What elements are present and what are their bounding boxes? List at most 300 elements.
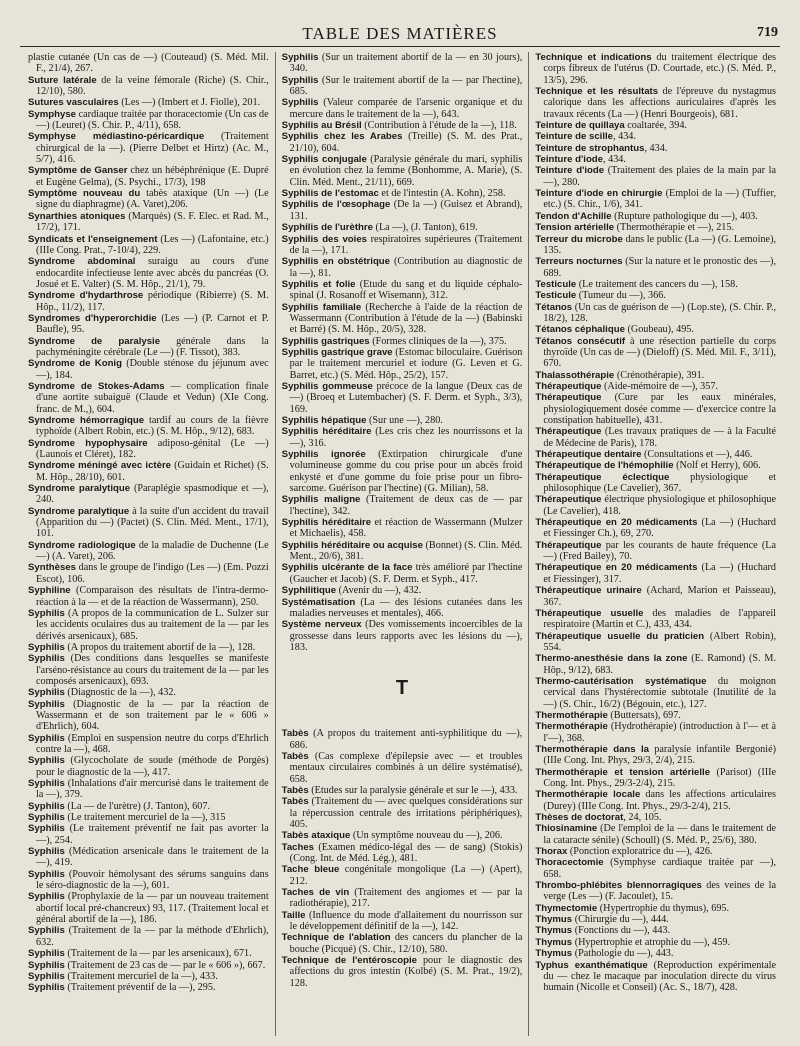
entry-keyword: Syphilis <box>28 891 65 903</box>
entry-text: (Sur un traitement abortif de la — en 30 jours), 340. <box>289 52 523 75</box>
entry-text: (Guidain et Richet) (S. M. Hôp., 28/10), 601. <box>36 460 269 483</box>
entry-keyword: Systématisation <box>281 596 356 608</box>
index-entry <box>282 785 523 796</box>
index-entry <box>28 336 269 359</box>
index-entry <box>535 279 776 290</box>
entry-text: (Pathologie du —), 443. <box>572 948 674 960</box>
index-entry <box>28 823 269 846</box>
index-entry <box>282 585 523 596</box>
entry-text: (Avenir du —), 432. <box>336 585 422 597</box>
index-entry <box>535 154 776 165</box>
entry-keyword: Syphilis hépatique <box>281 415 367 426</box>
entry-keyword: Syphilis <box>28 846 65 858</box>
entry-keyword: Syphilis <box>281 52 319 63</box>
entry-keyword: Syphilis <box>28 698 65 710</box>
index-entry <box>282 234 523 257</box>
entry-text: coaltarée, 394. <box>624 120 687 132</box>
entry-keyword: Syphilis <box>28 982 65 994</box>
entry-keyword: Taches <box>281 841 315 853</box>
entry-text: (Achard, Marion et Paisseau), 367. <box>543 585 777 608</box>
entry-text: (Valeur comparée de l'arsenic organique et du mercure dans le traitement de la —), 643. <box>289 97 523 120</box>
entry-text: (Albert Robin), 554. <box>543 630 777 653</box>
index-entry <box>28 75 269 98</box>
index-entry <box>28 562 269 585</box>
entry-keyword: Syphilis <box>28 970 65 982</box>
entry-keyword: Syphilis au Brésil <box>281 120 362 132</box>
entry-keyword: Syphilis héréditaire <box>281 517 372 529</box>
entry-keyword: Syndrome abdominal <box>28 256 136 268</box>
entry-text: (Le traitement préventif ne fait pas avorter la —), 254. <box>36 823 269 846</box>
index-entry <box>535 880 776 903</box>
entry-text: plastie cutanée (Un cas de —) (Couteaud) (S. Méd. Mil. F., 21/4), 267. <box>28 52 269 75</box>
entry-keyword: Symphyse médiastino-péricardique <box>28 131 205 143</box>
entry-keyword: Syphilis gastriques <box>281 335 370 347</box>
index-entry <box>28 982 269 993</box>
index-entry <box>28 313 269 336</box>
entry-text: (A propos de la communication de L. Sulzer sur les accidents oculaires dus au traitement de la — par les dérivés arsenicaux), 685. <box>36 607 269 642</box>
index-entry <box>535 494 776 517</box>
entry-keyword: Tétanos consécutif <box>535 335 626 347</box>
index-column-3 <box>528 52 782 1036</box>
entry-text: (Symphyse cardiaque traitée par —), 658. <box>543 857 777 880</box>
entry-text: tardif au cours de la fièvre typhoïde (Albert Robin, etc.) (S. M. Hôp., 9/12), 683. <box>36 415 269 438</box>
entry-text: (Tumeur du —), 366. <box>576 290 666 302</box>
entry-keyword: Thérapeutique <box>535 426 602 438</box>
entry-text: précoce de la langue (Deux cas de —) (Broeq et Lutembacher) (S. F. Derm. et Syph., 3/3), 169. <box>289 380 523 415</box>
index-entry <box>282 751 523 785</box>
entry-text: (Le traitement mercuriel de la —), 315 <box>64 812 226 824</box>
entry-keyword: Technique et indications <box>535 52 652 63</box>
entry-text: et de l'intestin (A. Kohn), 258. <box>378 188 506 200</box>
index-entry <box>535 676 776 710</box>
entry-text: (Les —) (Imbert et J. Fiolle), 201. <box>118 97 261 109</box>
index-entry <box>28 290 269 313</box>
index-entry <box>535 370 776 381</box>
index-entry <box>282 188 523 199</box>
index-entry <box>535 256 776 279</box>
index-entry <box>535 960 776 994</box>
index-entry <box>28 415 269 438</box>
index-column-2 <box>275 52 529 1036</box>
entry-keyword: Syphilis gommeuse <box>281 380 373 392</box>
index-entry <box>28 699 269 733</box>
entry-text: (Contribution à l'étude de la —), 118. <box>361 120 517 132</box>
index-entry <box>282 426 523 449</box>
index-entry <box>535 903 776 914</box>
entry-keyword: Syphilis héréditaire ou acquise <box>281 539 423 551</box>
entry-keyword: Syphilis chez les Arabes <box>281 131 403 143</box>
entry-text: (Prophylaxie de la — par un nouveau traitement abortif local pré-chancreux) 93, 117. (Traitement local et général abortif de la —), 186. <box>36 891 269 926</box>
index-entry <box>28 687 269 698</box>
index-entry <box>282 347 523 381</box>
entry-keyword: Syphilis <box>28 778 65 789</box>
index-entry <box>28 653 269 687</box>
index-entry <box>28 778 269 801</box>
entry-keyword: Syndrome paralytique <box>28 483 131 495</box>
entry-text: (Thermothérapie et —), 215. <box>614 222 735 234</box>
entry-text: (Sur le traitement abortif de la — par l'hectine), 685. <box>289 74 523 98</box>
entry-keyword: Syphilis conjugale <box>281 154 367 166</box>
index-entry <box>282 955 523 989</box>
index-entry <box>535 460 776 471</box>
entry-keyword: Technique de l'entéroscopie <box>281 955 417 967</box>
index-entry <box>282 619 523 653</box>
entry-text: (La — des lésions cutanées dans les maladies nerveuses et mentales), 466. <box>289 596 523 619</box>
index-entry <box>28 256 269 290</box>
entry-keyword: Thérapeutique éclectique <box>535 471 670 483</box>
index-entry <box>535 846 776 857</box>
entry-text: (Double sténose du jéjunum avec —), 184. <box>36 358 269 381</box>
entry-keyword: Thérapeutique dentaire <box>535 449 642 461</box>
index-entry <box>535 721 776 744</box>
entry-text: (Diagnostic de la — par la réaction de Wassermann et de son traitement par le « 606 » d'Ehrlich), 604. <box>36 698 269 733</box>
entry-text: (Comparaison des résultats de l'intra-dermo-réaction à la — et de la réaction de Wassermann), 250. <box>36 585 269 608</box>
entry-text: (E. Ramond) (S. M. Hôp., 9/12), 683. <box>543 653 777 676</box>
entry-text: tabès ataxique (Un —) (Le signe du diaphragme) (A. Varet),206. <box>36 188 269 211</box>
entry-keyword: Syphilis ulcérante de la face <box>281 562 413 574</box>
index-entry <box>535 290 776 301</box>
entry-text: périodique (Ribierre) (S. M. Hôp., 11/2), 117. <box>36 290 269 313</box>
entry-keyword: Syphilis <box>28 800 65 812</box>
entry-text: (Aide-mémoire de —), 357. <box>601 380 719 392</box>
entry-text: suraigu au cours d'une endocardite infectieuse lente avec abcès du pancréas (O. Josué et E. Valter) (S. M. Hôp., 21/1), 79. <box>36 256 269 290</box>
entry-keyword: Syphilis de l'urèthre <box>281 222 373 234</box>
index-entry <box>282 256 523 279</box>
entry-keyword: Syphilis <box>28 641 65 653</box>
entry-text: adiposo-génital (Le —) (Launois et Cléret), 182. <box>36 437 269 461</box>
entry-keyword: Syndrome d'hydarthrose <box>28 290 144 302</box>
entry-keyword: Thermothérapie <box>535 721 608 733</box>
entry-keyword: Syphiline <box>28 585 71 597</box>
index-entry <box>28 585 269 608</box>
entry-keyword: Syphilis ignorée <box>281 449 366 461</box>
entry-keyword: Thoracectomie <box>535 857 604 869</box>
entry-keyword: Thèses de doctorat <box>535 812 624 824</box>
entry-text: (Des vomissements incoercibles de la grossesse dans leurs rapports avec les lésions du —), 183. <box>289 619 523 653</box>
entry-keyword: Synthèses <box>28 562 76 574</box>
index-entry <box>282 52 523 75</box>
entry-text: (Etudes sur la paralysie générale et sur le —), 433. <box>308 784 518 796</box>
entry-text: (Traitement de deux cas de — par l'hectine), 342. <box>289 494 523 517</box>
entry-keyword: Thérapeutique <box>535 539 602 551</box>
entry-text: (Traitement de la — par la méthode d'Ehrlich), 632. <box>36 925 269 948</box>
entry-text: (La —) (Huchard et Fiessinger Ch.), 69, 270. <box>543 517 777 540</box>
entry-text: (Nolf et Herry), 606. <box>673 460 761 472</box>
entry-keyword: Thérapeutique en 20 médicaments <box>535 517 698 529</box>
entry-keyword: Tabès <box>281 784 309 796</box>
entry-text: (Des conditions dans lesquelles se manifeste l'arséno-résistance au cours du traitement de la — par les composés arsenicaux), 693. <box>36 653 269 687</box>
entry-text: électrique physiologique et philosophique (Le Cavelier), 418. <box>543 494 777 517</box>
index-entry <box>535 120 776 131</box>
entry-text: (Un cas de guérison de —) (Lop.ste), (S. Chir. P., 18/2), 128. <box>543 301 777 324</box>
entry-text: (Les travaux pratiques de — à la Faculté de Médecine de Paris), 178. <box>543 426 777 449</box>
entry-keyword: Thérapeutique usuelle <box>535 607 644 619</box>
section-letter: T <box>395 677 409 700</box>
index-entry <box>535 948 776 959</box>
entry-keyword: Syphilis familiale <box>281 301 362 313</box>
entry-text: (La — de l'urètre) (J. Tanton), 607. <box>64 800 211 812</box>
entry-text: (De l'emploi de la — dans le traitement de la cataracte sénile) (Schoull) (S. Méd. P., 25/6), 380. <box>543 823 777 846</box>
index-entry <box>28 358 269 381</box>
entry-text: (Traitement de la — par les arsenicaux), 671. <box>64 948 252 960</box>
index-entry <box>28 925 269 948</box>
entry-keyword: Syphilis gastrique grave <box>281 346 393 358</box>
entry-keyword: Syphilis <box>281 97 319 109</box>
entry-keyword: Thérapeutique de l'hémophilie <box>535 460 674 472</box>
entry-text: (Crénothérapie), 391. <box>614 369 705 381</box>
entry-text: (Marquès) (S. F. Elec. et Rad. M., 17/2), 171. <box>36 210 269 234</box>
entry-text: (Sur la nature et le pronostic des —), 689. <box>543 256 776 279</box>
index-entry <box>282 97 523 120</box>
entry-keyword: Teinture de quillaya <box>535 120 625 132</box>
entry-keyword: Syphilis <box>28 687 65 699</box>
index-entry <box>535 324 776 335</box>
entry-text: (Formes cliniques de la —), 375. <box>369 335 507 347</box>
entry-keyword: Syphilis maligne <box>281 494 361 506</box>
entry-text: par les courants de haute fréquence (La —) (Fred Bailey), 70. <box>543 539 777 563</box>
index-entry <box>28 608 269 642</box>
entry-text: (Cas complexe d'épilepsie avec — et troubles mentaux circulaires combinés à un délire systématisé), 658. <box>289 750 523 785</box>
index-entry <box>282 842 523 865</box>
entry-text: (Rupture pathologique du —), 403. <box>611 210 758 222</box>
index-entry <box>535 86 776 120</box>
index-entry <box>28 52 269 75</box>
entry-text: (Recherche à l'aide de la réaction de Wassermann (Contribution à l'étude de la —) (Babinski et Barré) (S. M. Hôp., 20/5), 328. <box>289 301 523 336</box>
index-entry <box>535 914 776 925</box>
entry-text: (Hypertrophie et atrophie du —), 459. <box>572 936 731 948</box>
index-entry <box>28 869 269 892</box>
entry-keyword: Thermothérapie locale <box>535 789 641 801</box>
entry-keyword: Tétanos <box>535 301 573 313</box>
entry-keyword: Syndrome méningé avec ictère <box>28 460 172 472</box>
index-entry <box>28 460 269 483</box>
entry-keyword: Thérapeutique <box>535 494 602 506</box>
entry-keyword: Taches de vin <box>281 887 350 899</box>
entry-keyword: Thermothérapie et tension artérielle <box>535 766 711 778</box>
index-entry <box>282 199 523 222</box>
index-entry <box>282 728 523 751</box>
entry-text: (Parisot) (IIIe Cong. Int. Phys., 29/3-2/4), 215. <box>543 766 777 789</box>
entry-text: (Estomac biloculaire. Guérison par le traitement mercuriel et iodure (G. Leven et G. Barret, etc.) (S. Méd. Hôp., 25/2), 157. <box>289 346 523 381</box>
entry-keyword: Terreur du microbe <box>535 233 623 245</box>
entry-text: (Paralysie générale du mari, syphilis en évolution chez la femme (Bonhomme, A. Marie), (S. Clin. Méd. Ment., 21/11), 669. <box>289 154 523 188</box>
entry-text: — complication finale d'une aortite subaiguë (Claude et Vedun) (XIe Cong. franc. de M.,), 604. <box>36 380 269 415</box>
entry-text: (Pouvoir hémolysant des sérums sanguins dans le séro-diagnostic de la —), 601. <box>36 868 269 892</box>
index-entry <box>282 302 523 336</box>
entry-keyword: Syphilis héréditaire <box>281 426 372 438</box>
entry-text: , 434. <box>644 142 668 154</box>
entry-keyword: Tension artérielle <box>535 222 615 234</box>
entry-keyword: Symphyse <box>28 108 76 120</box>
entry-text: (Inhalations d'air mercurisé dans le traitement de la —), 379. <box>36 778 269 801</box>
index-entry <box>535 234 776 257</box>
entry-text: respiratoires supérieures (Traitement de la —), 171. <box>289 233 523 256</box>
running-title: TABLE DES MATIÈRES <box>302 24 498 43</box>
entry-text: de la maladie de Duchenne (Le —) (A. Varet), 206. <box>36 539 269 563</box>
index-entry <box>535 165 776 188</box>
index-entry <box>282 75 523 98</box>
entry-keyword: Typhus exanthématique <box>535 959 648 971</box>
entry-keyword: Thérapeutique <box>535 380 602 392</box>
entry-text: (La —) (Huchard et Fiessinger), 317. <box>543 562 777 585</box>
entry-text: (Les —) (Lafontaine, etc.) (IIIe Cong. Prat., 7-10/4), 229. <box>36 233 269 256</box>
entry-text: (Fonctions du —), 443. <box>572 925 671 937</box>
entry-text: du moignon cervical dans l'hystérectomie subtotale (Inutilité de la —) (S. Chir., 16/2) (Bégouin, etc.), 127. <box>543 675 777 710</box>
entry-text: (Diagnostic de la —), 432. <box>64 687 176 699</box>
entry-keyword: Thérapeutique usuelle du praticien <box>535 630 705 642</box>
entry-keyword: Syndrome de Stokes-Adams <box>28 380 165 392</box>
entry-keyword: Thymus <box>535 936 573 948</box>
entry-keyword: Syphilis <box>281 74 319 86</box>
entry-text: (Le traitement des cancers du —), 158. <box>576 278 738 290</box>
index-entry <box>28 755 269 778</box>
entry-text: (Extirpation chirurgicale d'une volumineuse gomme du cou prise pour un abcès froid enkysté et d'une gomme du foie prise pour un fibro-sarcome. Guérison par l'hectine) (G. Milian), 58. <box>289 449 523 495</box>
entry-text: (Emploi de la —) (Tuffier, etc.) (S. Chir., 1/6), 341. <box>543 188 776 211</box>
entry-text: physiologique et philosophique (Le Cavelier), 367. <box>543 471 777 495</box>
entry-keyword: Thérapeutique urinaire <box>535 585 642 597</box>
entry-keyword: Sutures vasculaires <box>28 97 119 109</box>
entry-keyword: Syphilitique <box>281 585 337 597</box>
index-entry <box>28 960 269 971</box>
entry-text: (A propos du traitement abortif de la —), 128. <box>64 641 256 653</box>
index-entry <box>28 812 269 823</box>
entry-keyword: Teinture de scille <box>535 131 614 143</box>
entry-keyword: Suture latérale <box>28 74 97 86</box>
entry-text: (Influence du mode d'allaitement du nourrisson sur le développement définitif de la —), 142. <box>289 909 523 933</box>
index-entry <box>282 154 523 188</box>
index-entry <box>535 608 776 631</box>
entry-keyword: Syphilis <box>28 812 65 824</box>
index-entry <box>535 653 776 676</box>
entry-text: (Traitement de 23 cas de — par le « 606 »), 667. <box>64 959 266 971</box>
index-entry <box>282 887 523 910</box>
entry-text: , 24, 105. <box>623 812 662 824</box>
index-entry <box>535 857 776 880</box>
entry-text: (Ponction exploratrice du —), 426. <box>567 846 713 858</box>
entry-text: (Cure par les eaux minérales, physiologiquement dosée comme — d'exercice contre la constipation habituelle), 431. <box>543 392 777 426</box>
entry-keyword: Terreurs nocturnes <box>535 256 623 268</box>
index-entry <box>282 517 523 540</box>
entry-keyword: Thymus <box>535 914 573 926</box>
entry-text: (Traitement mercuriel de la —), 433. <box>64 970 218 982</box>
entry-keyword: Symptôme de Ganser <box>28 165 128 177</box>
entry-text: (Sur une —), 280. <box>366 415 443 426</box>
index-columns <box>22 52 782 1036</box>
index-entry <box>535 211 776 222</box>
entry-text: chez un hébéphrénique (E. Dupré et Eugène Gelma), (S. Psychi., 17/3), 198 <box>36 165 269 188</box>
index-entry <box>282 120 523 131</box>
index-entry <box>535 143 776 154</box>
entry-text: (Traitement chirurgical de la —). (Pierre Delbet et Hirtz) (Ac. M., 5/7), 416. <box>36 131 269 166</box>
index-entry <box>282 932 523 955</box>
index-entry <box>282 540 523 563</box>
entry-keyword: Thymus <box>535 948 573 960</box>
index-entry <box>535 789 776 812</box>
entry-text: dans les affections articulaires (Durey) (IIIe Cong. Int. Phys., 29/3-2/4), 215. <box>543 789 777 812</box>
index-entry <box>28 801 269 812</box>
entry-keyword: Thermothérapie dans la <box>535 743 649 755</box>
entry-text: de l'épreuve du nystagmus calorique dans les affections auriculaires d'après les travaux récents (La —) (Henri Bourgeois), 681. <box>543 86 777 120</box>
entry-keyword: Syndrome de paralysie <box>28 335 161 347</box>
entry-keyword: Technique et les résultats <box>535 86 659 98</box>
entry-text: cardiaque traitée par thoracectomie (Un cas de —) (Leuret) (S. Chir. P., 4/11), 658. <box>36 108 269 132</box>
entry-text: (Reproduction expérimentale du — chez le macaque par inoculation directe du virus humain (Nicolle et Conseil) (Ac. S., 18/7), 428. <box>543 959 777 994</box>
entry-text: à une résection partielle du corps thyroïde (Un cas de —) (Dieloff) (S. Méd. Mil. F., 3/11), 670. <box>543 335 777 370</box>
index-entry <box>28 891 269 925</box>
entry-text: (Examen médico-légal des — de sang) (Stokis) (Cong. Int. de Méd. Lég.), 481. <box>289 841 523 864</box>
index-entry <box>282 279 523 302</box>
index-entry <box>535 710 776 721</box>
index-entry <box>28 540 269 563</box>
index-entry <box>282 864 523 887</box>
index-entry <box>28 381 269 415</box>
index-entry <box>535 562 776 585</box>
index-entry <box>28 483 269 506</box>
entry-keyword: Syphilis <box>28 925 65 937</box>
entry-keyword: Syndicats et l'enseignement <box>28 233 158 245</box>
entry-text: des cancers du plancher de la bouche (Picqué) (S. Chir., 12/10), 580. <box>289 932 523 955</box>
entry-text: (Etude du sang et du liquide céphalo-spinal (J. Rosanoff et Wisemann), 312. <box>289 278 523 302</box>
entry-text: générale dans la pachyméningite cérébrale (Le —) (F. Tissot), 383. <box>36 335 269 358</box>
entry-keyword: Tabès <box>281 750 309 762</box>
entry-keyword: Syphilis et folie <box>281 278 356 290</box>
entry-text: (Un symptôme nouveau du —), 206. <box>350 830 503 842</box>
entry-text: (A propos du traitement anti-syphilitique du —), 686. <box>289 728 523 751</box>
index-entry <box>535 52 776 86</box>
index-entry <box>28 506 269 540</box>
entry-text: très amélioré par l'hectine (Gaucher et Jacob) (S. F. Derm. et Syph., 417. <box>289 562 523 585</box>
entry-keyword: Syndrome paralytique <box>28 505 130 517</box>
entry-text: pour le diagnostic des affections du gros intestin (Kolbé) (S. M. Prat., 19/2), 128. <box>289 955 523 989</box>
entry-text: (Traitement préventif de la —), 295. <box>64 982 216 994</box>
entry-text: (Treille) (S. M. des Prat., 21/10), 604. <box>289 131 523 154</box>
entry-text: des veines de la verge (Les —) (F. Jacoulet), 15. <box>543 880 777 903</box>
entry-text: (La —), (J. Tanton), 619. <box>373 222 478 234</box>
entry-keyword: Syndromes d'hyperorchidie <box>28 312 157 324</box>
entry-keyword: Teinture d'iode <box>535 165 605 177</box>
entry-keyword: Thérapeutique <box>535 392 602 404</box>
index-entry <box>535 812 776 823</box>
entry-keyword: Syphilis de l'œsophage <box>281 199 391 211</box>
index-entry <box>535 188 776 211</box>
entry-text: (Hypertrophie du thymus), 695. <box>597 902 730 914</box>
index-entry <box>28 188 269 211</box>
entry-keyword: Syphilis <box>28 959 65 971</box>
index-entry <box>28 109 269 132</box>
index-entry <box>535 585 776 608</box>
entry-keyword: Syndrome de Konig <box>28 358 122 370</box>
index-entry <box>282 494 523 517</box>
entry-keyword: Syphilis en obstétrique <box>281 256 391 268</box>
entry-text: et réaction de Wassermann (Mulzer et Michaelis), 458. <box>289 517 523 540</box>
entry-keyword: Tabès <box>281 728 309 740</box>
index-entry <box>282 131 523 154</box>
index-entry <box>535 631 776 654</box>
entry-text: congénitale mongolique (La —) (Apert), 212. <box>289 864 523 887</box>
index-entry <box>28 97 269 108</box>
entry-keyword: Syphilis des voies <box>281 233 368 245</box>
entry-keyword: Taille <box>281 909 306 921</box>
entry-keyword: Tabès ataxique <box>281 830 351 842</box>
entry-keyword: Tache bleue <box>281 864 340 876</box>
entry-keyword: Teinture d'iode <box>535 154 604 166</box>
entry-text: du traitement électrique des corps fibreux de l'utérus (D. Courtade, etc.) (S. Méd. P., 13/5), 296. <box>543 52 777 86</box>
index-entry <box>28 642 269 653</box>
entry-text: paralysie infantile Bergonié) (IIIe Cong. Int. Phys, 29/3, 2/4), 215. <box>543 743 777 767</box>
entry-text: (Consultations et —), 446. <box>641 449 753 461</box>
index-entry <box>28 234 269 257</box>
index-entry <box>282 562 523 585</box>
